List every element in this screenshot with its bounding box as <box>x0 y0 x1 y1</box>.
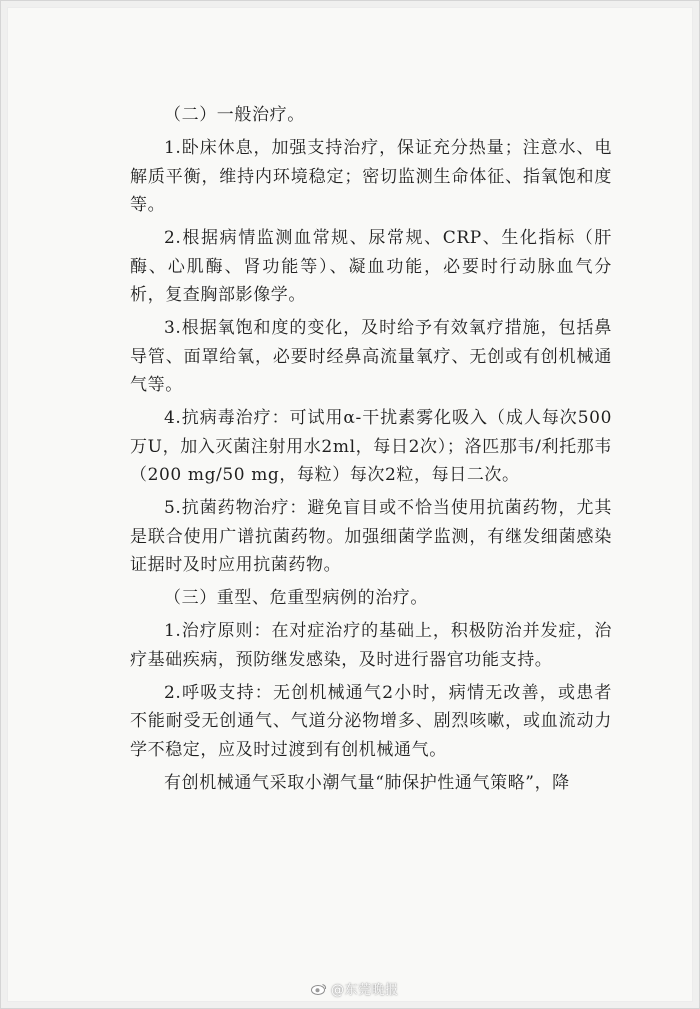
section-heading-severe-cases: （三）重型、危重型病例的治疗。 <box>164 588 428 608</box>
paragraph-respiratory-support: 2.呼吸支持：无创机械通气2小时，病情无改善，或患者不能耐受无创通气、气道分泌物增多、剧烈咳嗽，或血流动力学不稳定，应及时过渡到有创机械通气。 <box>130 682 612 760</box>
paragraph-monitoring-tests: 2.根据病情监测血常规、尿常规、CRP、生化指标（肝酶、心肌酶、肾功能等）、凝血功能，必要时行动脉血气分析，复查胸部影像学。 <box>130 228 612 305</box>
paragraph-oxygen-therapy: 3.根据氧饱和度的变化，及时给予有效氧疗措施，包括鼻导管、面罩给氧，必要时经鼻高流量氧疗、无创或有创机械通气等。 <box>130 318 612 395</box>
document-page <box>7 7 693 1002</box>
paragraph-treatment-principle: 1.治疗原则：在对症治疗的基础上，积极防治并发症，治疗基础疾病，预防继发感染，及时进行器官功能支持。 <box>130 621 612 670</box>
paragraph-rest-support: 1.卧床休息，加强支持治疗，保证充分热量；注意水、电解质平衡，维持内环境稳定；密切监测生命体征、指氧饱和度等。 <box>130 138 612 215</box>
document-body <box>130 101 612 802</box>
section-heading-general-treatment: （二）一般治疗。 <box>164 105 305 125</box>
paragraph-antiviral-treatment: 4.抗病毒治疗：可试用α-干扰素雾化吸入（成人每次500万U，加入灭菌注射用水2ml，每日2次）；洛匹那韦/利托那韦（200 mg/50 mg，每粒）每次2粒，每日二次。 <box>130 408 612 485</box>
weibo-watermark <box>311 979 399 998</box>
weibo-logo-icon <box>311 983 327 995</box>
paragraph-antibacterial-treatment: 5.抗菌药物治疗：避免盲目或不恰当使用抗菌药物，尤其是联合使用广谱抗菌药物。加强细菌学监测，有继发细菌感染证据时及时应用抗菌药物。 <box>130 498 612 575</box>
watermark-text: @东莞晚报 <box>331 983 399 998</box>
paragraph-invasive-ventilation: 有创机械通气采取小潮气量“肺保护性通气策略”，降 <box>164 772 570 793</box>
